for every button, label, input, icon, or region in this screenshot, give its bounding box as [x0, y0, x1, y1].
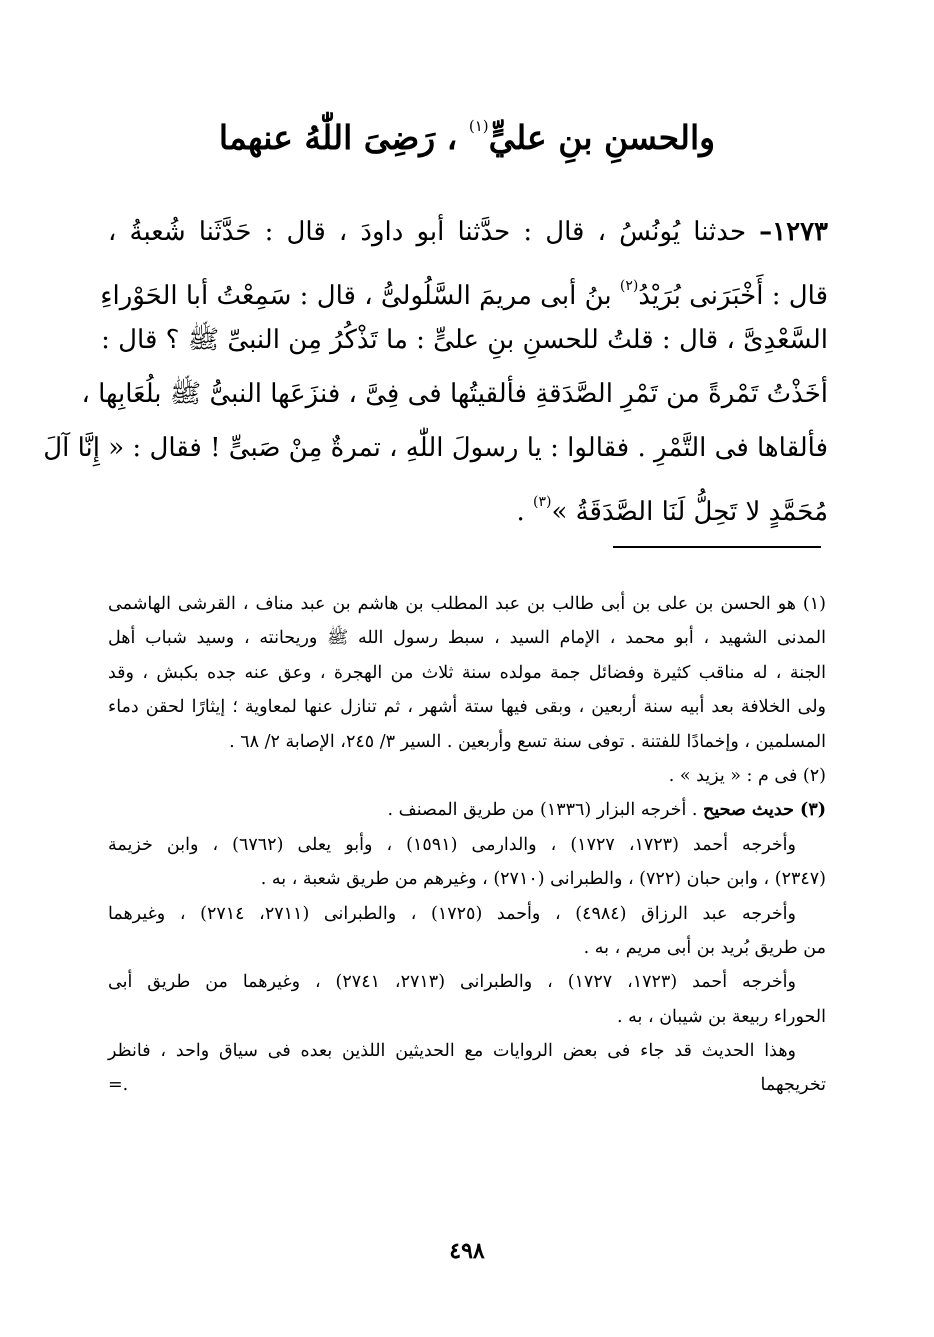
hadith-line: مُحَمَّدٍ لا تَحِلُّ لَنَا الصَّدَقَةُ »$^{(٣)}$ . [516, 494, 828, 527]
footnote-line: وهذا الحديث قد جاء فى بعض الروايات مع الحديثين اللذين بعده فى سياق واحد ، فانظر [108, 1041, 796, 1062]
page-number: ٤٩٨ [449, 1238, 485, 1264]
footnote-line: الجنة ، له مناقب كثيرة وفضائل جمة مولده سنة ثلاث من الهجرة ، وعق عنه جده بكبش ، وقد [108, 662, 826, 683]
hadith-text [43, 205, 828, 529]
section-heading [110, 96, 824, 168]
heading-title: والحسنِ بنِ عليٍّ [488, 118, 716, 157]
footnote-line: المسلمين ، وإخمادًا للفتنة . توفى سنة تسع وأربعين . السير ٣/ ٢٤٥، الإصابة ٢/ ٦٨ . [229, 731, 826, 752]
hadith-line: قال : أَخْبَرَنى بُرَيْدُ$^{(٢)}$ بنُ أبى مريمَ السَّلُولىُّ ، قال : سَمِعْتُ أبا الحَوْراءِ [100, 278, 828, 311]
footnote-marker-3: (٣) [532, 494, 552, 510]
footnote-line: المدنى الشهيد ، أبو محمد ، الإمام السيد ، سبط رسول الله ﷺ وريحانته ، وسيد شباب أهل [108, 628, 826, 649]
hadith-line: فألقاها فى التَّمْرِ . فقالوا : يا رسولَ اللّٰهِ ، تمرةٌ مِنْ صَبىٍّ ! فقال : « إِنَّا آلَ [43, 433, 828, 463]
footnote-grade: (٣) حديث صحيح [703, 800, 826, 821]
footnote-line: ولى الخلافة بعد أبيه سنة أربعين ، وبقى فيها ستة أشهر ، ثم تنازل عنها لمعاوية ؛ إيثارًا لحقن دماء [108, 697, 826, 718]
footnote-line: تخريجهما .= [108, 1075, 826, 1096]
footnote-divider [613, 546, 821, 548]
footnote-line: (٣) حديث صحيح . أخرجه البزار (١٣٣٦) من طريق المصنف . [387, 800, 826, 821]
footnote-line: وأخرجه عبد الرزاق (٤٩٨٤) ، وأحمد (١٧٢٥) ، والطبرانى (٢٧١١، ٢٧١٤) ، وغيرهما [108, 903, 796, 924]
footnote-line: من طريق بُريد بن أبى مريم ، به . [583, 937, 826, 958]
footnotes [108, 587, 826, 1103]
footnote-line: وأخرجه أحمد (١٧٢٣، ١٧٢٧) ، والطبرانى (٢٧١٣، ٢٧٤١) ، وغيرهما من طريق أبى [108, 972, 796, 993]
hadith-line: أخَذْتُ تَمْرةً من تَمْرِ الصَّدَقةِ فألقيتُها فى فِىَّ ، فنزَعَها النبىُّ ﷺ بلُعَابِها ، [81, 379, 828, 409]
heading-suffix: ، رَضِىَ اللّٰهُ عنهما [218, 118, 458, 157]
hadith-line: السَّعْدِىَّ ، قال : قلتُ للحسنِ بنِ علىٍّ : ما تَذْكُرُ مِن النبىِّ ﷺ ؟ قال : [101, 325, 828, 355]
footnote-marker-2: (٢) [619, 278, 639, 294]
footnote-line: (٢٣٤٧) ، وابن حبان (٧٢٢) ، والطبرانى (٢٧١٠) ، وغيرهم من طريق شعبة ، به . [260, 869, 826, 890]
footnote-line: الحوراء ربيعة بن شيبان ، به . [617, 1006, 826, 1027]
footnote-line: (٢) فى م : « يزيد » . [668, 765, 826, 786]
continuation-mark: = [108, 1075, 123, 1096]
hadith-line: ١٢٧٣– حدثنا يُونُسُ ، قال : حدَّثنا أبو داودَ ، قال : حَدَّثَنا شُعبةُ ، [108, 217, 828, 247]
footnote-marker-1: (١) [468, 117, 489, 135]
footnote-line: (١) هو الحسن بن على بن أبى طالب بن عبد المطلب بن هاشم بن عبد مناف ، القرشى الهاشمى [108, 594, 826, 614]
footnote-line: وأخرجه أحمد (١٧٢٣، ١٧٢٧) ، والدارمى (١٥٩١) ، وأبو يعلى (٦٧٦٢) ، وابن خزيمة [108, 834, 796, 855]
hadith-number: ١٢٧٣– [759, 217, 828, 247]
